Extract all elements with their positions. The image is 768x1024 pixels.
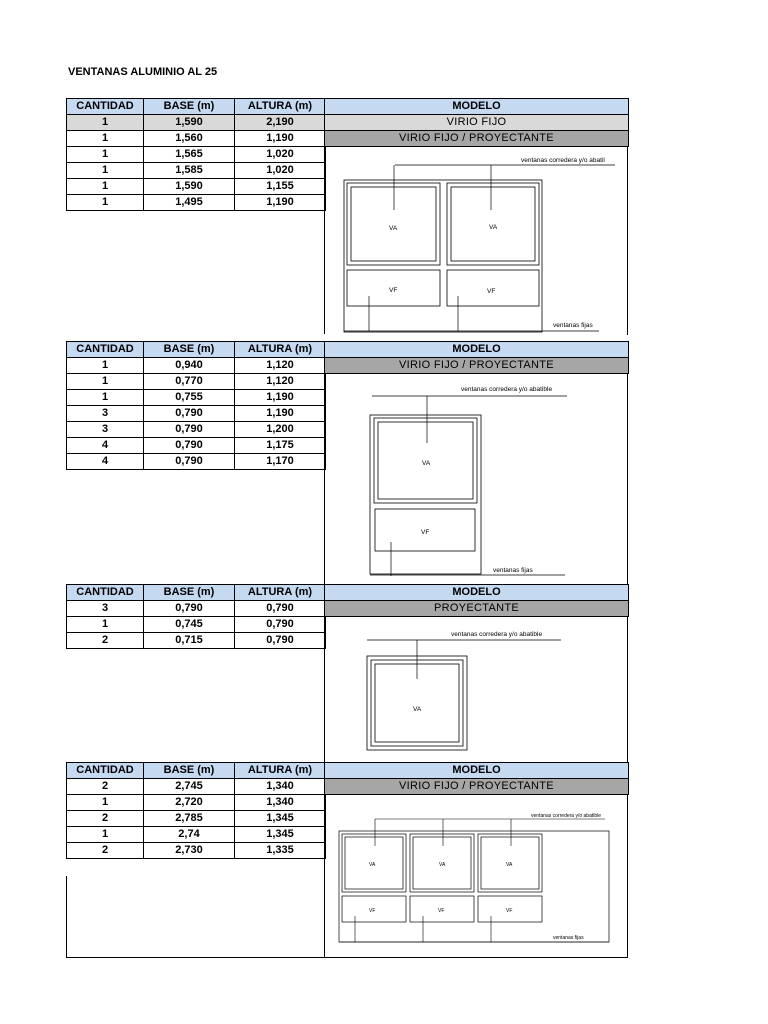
cell-altura: 1,190 (235, 406, 326, 422)
table-row (67, 115, 326, 131)
cell-cantidad: 1 (67, 131, 144, 147)
cell-base: 2,720 (144, 795, 235, 811)
header-modelo: MODELO (325, 763, 628, 779)
table-row (67, 843, 326, 859)
cell-base: 1,565 (144, 147, 235, 163)
cell-altura: 1,190 (235, 131, 326, 147)
cell-cantidad: 4 (67, 454, 144, 470)
cell-cantidad: 1 (67, 163, 144, 179)
header-base: BASE (m) (144, 99, 235, 115)
table-row (67, 390, 326, 406)
window-section-1 (66, 98, 627, 334)
table-row (67, 195, 326, 211)
modelo-box (324, 584, 629, 617)
table-row (67, 811, 326, 827)
cell-altura: 1,175 (235, 438, 326, 454)
cell-base: 0,790 (144, 422, 235, 438)
window-drawing (325, 806, 627, 952)
cell-base: 1,585 (144, 163, 235, 179)
header-cantidad: CANTIDAD (67, 99, 144, 115)
drawing-bottom-label: ventanas fijas (493, 567, 533, 574)
cell-cantidad: 1 (67, 617, 144, 633)
table-row (67, 617, 326, 633)
table-row (67, 438, 326, 454)
cell-cantidad: 3 (67, 406, 144, 422)
cell-altura: 1,020 (235, 147, 326, 163)
cell-altura: 1,155 (235, 179, 326, 195)
modelo-value: PROYECTANTE (325, 601, 628, 617)
document-title: VENTANAS ALUMINIO AL 25 (68, 66, 218, 78)
drawing-bottom-label: ventanas fijas (553, 322, 593, 329)
cell-altura: 1,120 (235, 358, 326, 374)
cell-base: 0,790 (144, 438, 235, 454)
cell-altura: 0,790 (235, 617, 326, 633)
modelo-box (324, 762, 629, 795)
drawing-top-label: ventanas corredera y/o abatible (531, 813, 602, 819)
cell-cantidad: 1 (67, 115, 144, 131)
table-row (67, 795, 326, 811)
cell-base: 2,730 (144, 843, 235, 859)
table-row (67, 179, 326, 195)
panel-label: VA (439, 862, 446, 868)
cell-altura: 1,170 (235, 454, 326, 470)
quantity-table (66, 341, 326, 470)
header-cantidad: CANTIDAD (67, 763, 144, 779)
table-row (67, 406, 326, 422)
drawing-top-label: ventanas corredera y/o abatible (461, 386, 553, 393)
header-modelo: MODELO (325, 99, 628, 115)
window-elevation-diagram (325, 806, 625, 952)
cell-cantidad: 2 (67, 633, 144, 649)
cell-base: 1,590 (144, 115, 235, 131)
panel-label: VF (438, 908, 445, 914)
table-row (67, 358, 326, 374)
header-altura: ALTURA (m) (235, 342, 326, 358)
table-row (67, 454, 326, 470)
cell-base: 0,745 (144, 617, 235, 633)
page-border-bottom (66, 957, 628, 958)
cell-base: 0,790 (144, 406, 235, 422)
table-row (67, 779, 326, 795)
cell-base: 1,560 (144, 131, 235, 147)
window-drawing (325, 379, 627, 579)
header-altura: ALTURA (m) (235, 585, 326, 601)
cell-base: 0,755 (144, 390, 235, 406)
modelo-value: VIRIO FIJO / PROYECTANTE (325, 779, 628, 795)
header-base: BASE (m) (144, 585, 235, 601)
table-header-row (67, 585, 326, 601)
cell-cantidad: 1 (67, 390, 144, 406)
window-elevation-diagram (325, 379, 625, 579)
cell-altura: 1,190 (235, 195, 326, 211)
quantity-table (66, 762, 326, 859)
modelo-box (324, 98, 629, 147)
cell-altura: 1,345 (235, 811, 326, 827)
cell-base: 0,715 (144, 633, 235, 649)
cell-cantidad: 3 (67, 422, 144, 438)
cell-base: 2,74 (144, 827, 235, 843)
cell-cantidad: 1 (67, 374, 144, 390)
panel-label: VF (487, 288, 496, 295)
cell-altura: 1,200 (235, 422, 326, 438)
cell-cantidad: 1 (67, 358, 144, 374)
table-row (67, 633, 326, 649)
panel-label: VF (389, 287, 398, 294)
drawing-top-label: ventanas corredera y/o abatible (451, 631, 543, 638)
table-row (67, 422, 326, 438)
table-row (67, 827, 326, 843)
header-base: BASE (m) (144, 763, 235, 779)
window-section-3 (66, 584, 627, 762)
cell-cantidad: 1 (67, 795, 144, 811)
window-drawing (325, 150, 627, 334)
window-drawing (325, 624, 627, 758)
modelo-value: VIRIO FIJO (325, 115, 628, 131)
header-cantidad: CANTIDAD (67, 585, 144, 601)
panel-label: VA (389, 225, 398, 232)
table-row (67, 601, 326, 617)
panel-label: VA (369, 862, 376, 868)
cell-altura: 2,190 (235, 115, 326, 131)
cell-base: 0,790 (144, 601, 235, 617)
panel-label: VA (413, 706, 422, 713)
page-border-right (627, 794, 628, 958)
cell-base: 1,495 (144, 195, 235, 211)
cell-altura: 1,340 (235, 779, 326, 795)
window-elevation-diagram (325, 150, 625, 334)
modelo-value: VIRIO FIJO / PROYECTANTE (325, 358, 628, 374)
quantity-table (66, 584, 326, 649)
drawing-top-label: ventanas corredera y/o abatil (521, 157, 605, 164)
header-altura: ALTURA (m) (235, 99, 326, 115)
cell-cantidad: 1 (67, 827, 144, 843)
cell-base: 0,790 (144, 454, 235, 470)
table-row (67, 131, 326, 147)
quantity-table (66, 98, 326, 211)
cell-altura: 1,345 (235, 827, 326, 843)
table-header-row (67, 763, 326, 779)
header-base: BASE (m) (144, 342, 235, 358)
panel-label: VF (506, 908, 513, 914)
cell-cantidad: 2 (67, 811, 144, 827)
window-elevation-diagram (325, 624, 625, 758)
cell-cantidad: 2 (67, 779, 144, 795)
cell-cantidad: 3 (67, 601, 144, 617)
header-modelo: MODELO (325, 342, 628, 358)
drawing-bottom-label: ventanas fijas (553, 935, 584, 941)
cell-base: 0,940 (144, 358, 235, 374)
modelo-box (324, 341, 629, 374)
header-modelo: MODELO (325, 585, 628, 601)
page-border-left (66, 876, 67, 958)
header-cantidad: CANTIDAD (67, 342, 144, 358)
cell-altura: 0,790 (235, 633, 326, 649)
section-border-right (627, 373, 628, 585)
cell-altura: 1,335 (235, 843, 326, 859)
window-section-4 (66, 762, 627, 958)
panel-label: VF (369, 908, 376, 914)
header-altura: ALTURA (m) (235, 763, 326, 779)
cell-cantidad: 1 (67, 179, 144, 195)
cell-cantidad: 1 (67, 195, 144, 211)
table-header-row (67, 99, 326, 115)
modelo-value: VIRIO FIJO / PROYECTANTE (325, 131, 628, 147)
cell-cantidad: 1 (67, 147, 144, 163)
cell-altura: 1,340 (235, 795, 326, 811)
cell-base: 0,770 (144, 374, 235, 390)
cell-altura: 1,190 (235, 390, 326, 406)
window-section-2 (66, 341, 627, 577)
panel-label: VA (489, 224, 498, 231)
table-header-row (67, 342, 326, 358)
cell-base: 2,785 (144, 811, 235, 827)
cell-altura: 0,790 (235, 601, 326, 617)
table-row (67, 147, 326, 163)
cell-cantidad: 2 (67, 843, 144, 859)
cell-altura: 1,120 (235, 374, 326, 390)
section-border-right (627, 616, 628, 762)
panel-label: VA (422, 460, 431, 467)
table-row (67, 163, 326, 179)
cell-base: 2,745 (144, 779, 235, 795)
cell-base: 1,590 (144, 179, 235, 195)
panel-label: VF (421, 529, 430, 536)
panel-label: VA (506, 862, 513, 868)
section-border-right (627, 146, 628, 335)
cell-cantidad: 4 (67, 438, 144, 454)
cell-altura: 1,020 (235, 163, 326, 179)
table-row (67, 374, 326, 390)
